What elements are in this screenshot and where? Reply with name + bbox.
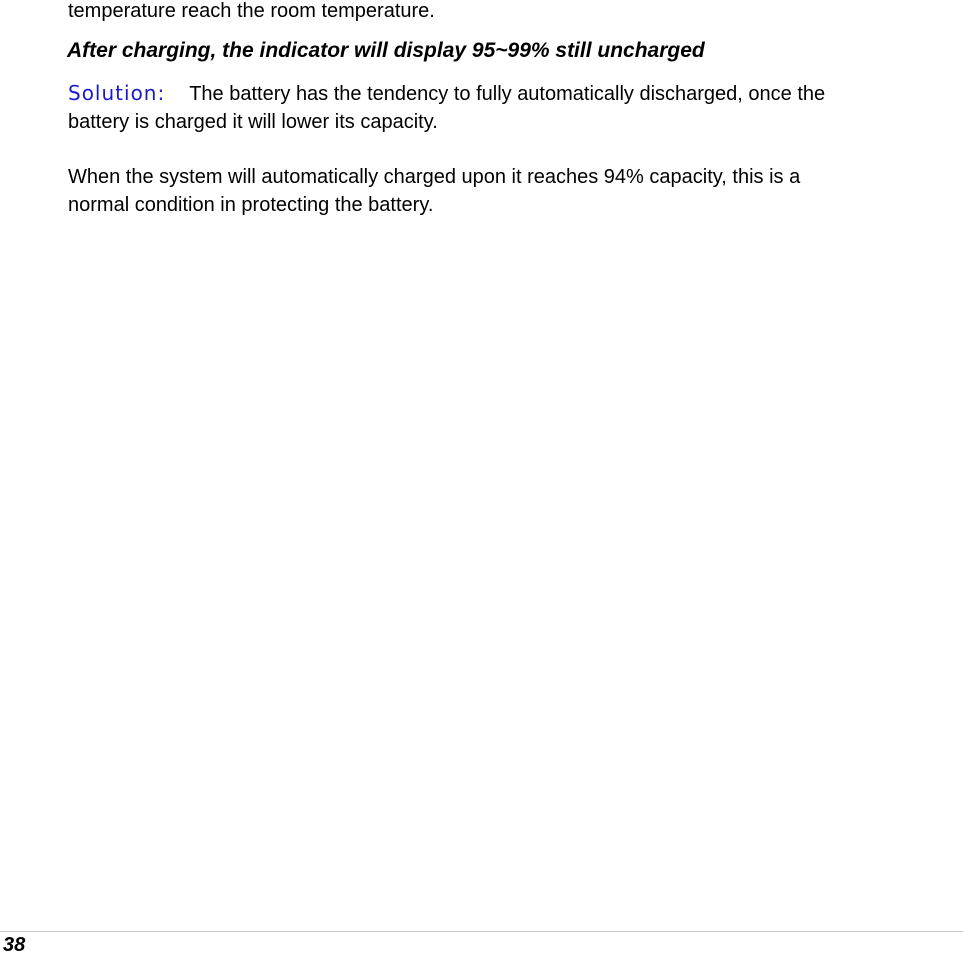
solution-paragraph-line-1 (68, 81, 825, 106)
paragraph-2-line-2: normal condition in protecting the battery. (68, 194, 434, 216)
solution-text-line-1: The battery has the tendency to fully automatically discharged, once the (189, 83, 826, 105)
section-heading: After charging, the indicator will display 95~99% still uncharged (67, 39, 705, 62)
solution-label: Solution: (68, 81, 166, 105)
paragraph-2-line-1: When the system will automatically charged upon it reaches 94% capacity, this is a (68, 166, 801, 188)
page-number: 38 (3, 934, 26, 956)
solution-text-line-2: battery is charged it will lower its capacity. (68, 111, 438, 133)
footer-divider (0, 931, 963, 932)
continuation-text: temperature reach the room temperature. (68, 0, 435, 22)
